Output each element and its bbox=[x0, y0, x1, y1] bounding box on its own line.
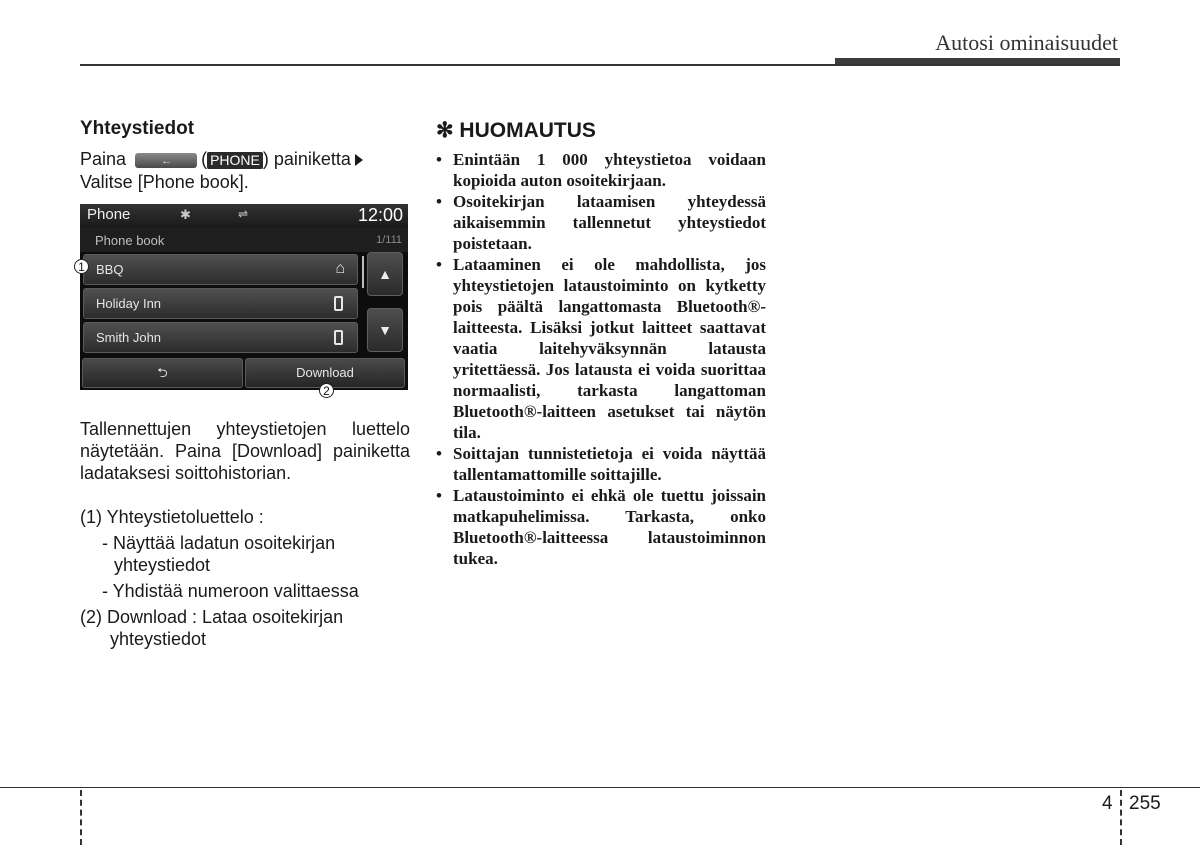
instructions-block bbox=[80, 117, 410, 194]
footer-dashed-line-left bbox=[80, 790, 82, 845]
note-item: • Enintään 1 000 yhteystietoa voidaan kopioida auton osoitekirjaan. bbox=[436, 149, 766, 191]
footer-rule bbox=[0, 787, 1200, 788]
legend-subitem: - Yhdistää numeroon valittaessa bbox=[102, 581, 359, 601]
legend-item: (1) Yhteystietoluettelo : bbox=[80, 507, 264, 527]
note-item: • Soittajan tunnistetietoja ei voida näyttää tallentamattomille soittajille. bbox=[436, 443, 766, 485]
home-icon: ⌂ bbox=[335, 260, 345, 277]
arrow-right-icon bbox=[355, 154, 363, 166]
scroll-up-button[interactable]: ▲ bbox=[367, 252, 403, 296]
contact-row[interactable] bbox=[83, 254, 358, 285]
contact-row[interactable] bbox=[83, 322, 358, 353]
legend-item: (2) Download : Lataa osoitekirjan yhteystiedot bbox=[80, 607, 344, 649]
back-button[interactable] bbox=[82, 358, 243, 388]
contact-name: Smith John bbox=[96, 330, 162, 345]
phone-book-screen bbox=[80, 204, 408, 390]
scroll-indicator bbox=[362, 256, 364, 288]
description-text: Tallennettujen yhteystietojen luettelo näytetään. Paina [Download] painiketta ladataksesi soittohistorian. bbox=[80, 419, 410, 483]
contact-count: 1/111 bbox=[376, 234, 402, 246]
section-heading: Yhteystiedot bbox=[80, 118, 195, 139]
callout-marker-2: 2 bbox=[319, 383, 334, 398]
instruction-prefix: Paina bbox=[80, 149, 127, 169]
legend-subitem: - Näyttää ladatun osoitekirjan yhteystiedot bbox=[102, 533, 336, 575]
usb-icon: ⇌ bbox=[238, 207, 249, 221]
instruction-line-1 bbox=[80, 148, 410, 171]
note-list bbox=[436, 149, 766, 569]
mobile-phone-icon bbox=[334, 296, 343, 311]
screen-clock: 12:00 bbox=[357, 205, 403, 225]
note-item: • Lataustoiminto ei ehkä ole tuettu joissain matkapuhelimissa. Tarkasta, onko Bluetooth®-laitteessa lataustoiminnon tukea. bbox=[436, 485, 766, 569]
download-button[interactable]: Download bbox=[245, 358, 405, 388]
scroll-down-button[interactable]: ▼ bbox=[367, 308, 403, 352]
mobile-phone-icon bbox=[334, 330, 343, 345]
note-heading: ✻ HUOMAUTUS bbox=[436, 119, 596, 142]
call-button-icon bbox=[135, 153, 197, 168]
instruction-line-2: Valitse [Phone book]. bbox=[80, 172, 249, 192]
contact-name: Holiday Inn bbox=[96, 296, 162, 311]
screen-subheader bbox=[80, 228, 408, 252]
screen-title: Phone bbox=[87, 206, 131, 223]
chapter-number: 4 bbox=[1102, 793, 1113, 814]
callout-marker-1: 1 bbox=[74, 259, 89, 274]
header-rule bbox=[80, 64, 1120, 66]
note-item: • Lataaminen ei ole mahdollista, jos yhteystietojen lataustoiminto on kytketty pois päältä langattomasta Bluetooth®-laitteesta. Lisäksi jotkut laitteet saattavat vaatia laitehyväksynnän latausta yritettäessä. Jos latausta ei voida suorittaa normaalisti, tarkasta langattoman Bluetooth®-laitteen asetukset tai näytön tila. bbox=[436, 254, 766, 443]
phone-key-label: PHONE bbox=[207, 152, 263, 169]
contact-name: BBQ bbox=[96, 262, 124, 277]
description-block bbox=[80, 418, 410, 650]
note-block bbox=[436, 118, 766, 569]
screen-status-bar bbox=[80, 204, 408, 228]
footer-dashed-line-right bbox=[1120, 790, 1122, 845]
instruction-suffix: ) painiketta bbox=[262, 149, 351, 169]
running-header-title: Autosi ominaisuudet bbox=[935, 30, 1118, 55]
page-number: 255 bbox=[1129, 793, 1161, 814]
contact-row[interactable] bbox=[83, 288, 358, 319]
bluetooth-icon: ✱ bbox=[180, 207, 191, 222]
screen-subtitle: Phone book bbox=[95, 233, 165, 248]
back-icon: ⮌ bbox=[157, 365, 168, 380]
paren-open: ( bbox=[201, 149, 208, 169]
note-item: • Osoitekirjan lataamisen yhteydessä aikaisemmin tallennetut yhteystiedot poistetaan. bbox=[436, 191, 766, 254]
